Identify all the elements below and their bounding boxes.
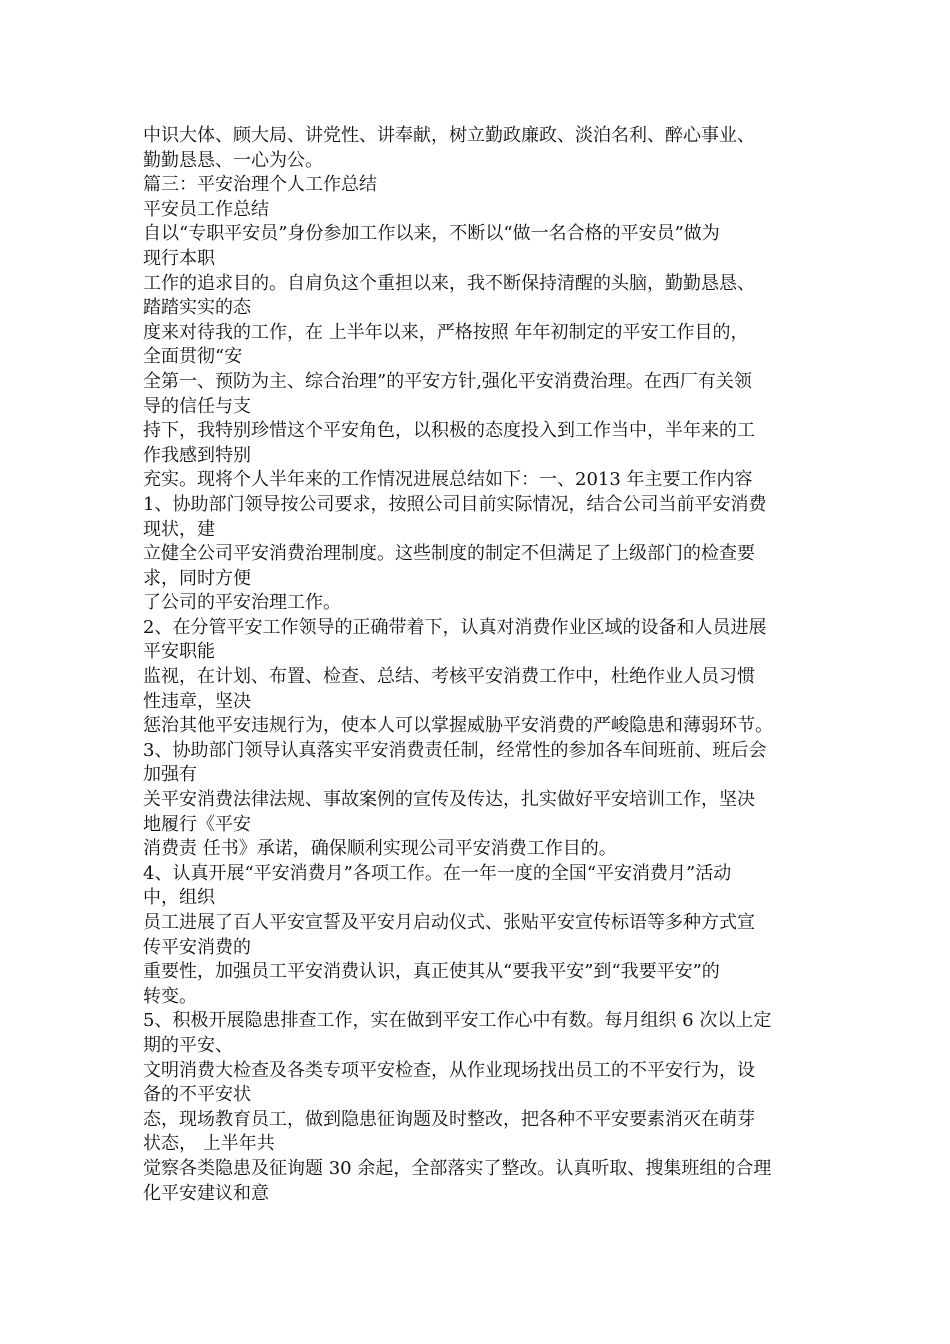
text-line: 1、协助部门领导按公司要求，按照公司目前实际情况，结合公司当前平安消费 bbox=[143, 493, 767, 515]
text-line: 现行本职 bbox=[143, 247, 215, 269]
text-line: 地履行《平安 bbox=[143, 813, 251, 835]
text-line: 现状，建 bbox=[143, 518, 215, 540]
text-line: 4、认真开展“平安消费月”各项工作。在一年一度的全国“平安消费月”活动 bbox=[143, 862, 732, 884]
text-line: 传平安消费的 bbox=[143, 936, 251, 958]
text-line: 2、在分管平安工作领导的正确带着下，认真对消费作业区域的设备和人员进展 bbox=[143, 616, 767, 638]
text-line: 觉察各类隐患及征询题 30 余起，全部落实了整改。认真听取、搜集班组的合理 bbox=[143, 1157, 772, 1179]
text-line: 立健全公司平安消费治理制度。这些制度的制定不但满足了上级部门的检查要 bbox=[143, 543, 755, 565]
text-line: 度来对待我的工作，在 上半年以来，严格按照 年年初制定的平安工作目的， bbox=[143, 321, 749, 343]
text-line: 监视，在计划、布置、检查、总结、考核平安消费工作中，杜绝作业人员习惯 bbox=[143, 666, 755, 688]
text-line: 关平安消费法律法规、事故案例的宣传及传达，扎实做好平安培训工作，坚决 bbox=[143, 789, 755, 811]
text-line: 作我感到特别 bbox=[143, 444, 251, 466]
text-line: 消费责 任书》承诺，确保顺利实现公司平安消费工作目的。 bbox=[143, 838, 617, 860]
text-line: 勤勤恳恳、一心为公。 bbox=[143, 149, 323, 171]
text-line: 平安员工作总结 bbox=[143, 198, 269, 220]
text-line: 了公司的平安治理工作。 bbox=[143, 592, 341, 614]
text-line: 导的信任与支 bbox=[143, 395, 251, 417]
text-line: 3、协助部门领导认真落实平安消费责任制，经常性的参加各车间班前、班后会 bbox=[143, 739, 767, 761]
text-line: 备的不平安状 bbox=[143, 1084, 251, 1106]
text-line: 中识大体、顾大局、讲党性、讲奉献，树立勤政廉政、淡泊名利、醉心事业、 bbox=[143, 125, 755, 146]
text-line: 篇三：平安治理个人工作总结 bbox=[143, 174, 377, 196]
text-line: 5、积极开展隐患排查工作，实在做到平安工作心中有数。每月组织 6 次以上定 bbox=[143, 1010, 772, 1032]
text-line: 持下，我特别珍惜这个平安角色，以积极的态度投入到工作当中，半年来的工 bbox=[143, 420, 755, 442]
text-line: 全面贯彻“安 bbox=[143, 346, 243, 368]
text-line: 全第一、预防为主、综合治理”的平安方针,强化平安消费治理。在西厂有关领 bbox=[143, 370, 752, 392]
text-line: 文明消费大检查及各类专项平安检查，从作业现场找出员工的不平安行为，设 bbox=[143, 1059, 755, 1081]
text-line: 充实。现将个人半年来的工作情况进展总结如下：一、2013 年主要工作内容 bbox=[143, 469, 753, 491]
text-line: 惩治其他平安违规行为，使本人可以掌握威胁平安消费的严峻隐患和薄弱环节。 bbox=[143, 715, 773, 737]
text-line: 平安职能 bbox=[143, 641, 215, 663]
text-line: 状态， 上半年共 bbox=[143, 1133, 275, 1155]
text-line: 员工进展了百人平安宣誓及平安月启动仪式、张贴平安宣传标语等多种方式宣 bbox=[143, 912, 755, 933]
text-line: 化平安建议和意 bbox=[143, 1182, 269, 1204]
text-line: 态，现场教育员工，做到隐患征询题及时整改，把各种不平安要素消灭在萌芽 bbox=[143, 1108, 755, 1130]
text-line: 工作的追求目的。自肩负这个重担以来，我不断保持清醒的头脑，勤勤恳恳、 bbox=[143, 272, 755, 294]
document-body bbox=[143, 124, 813, 1206]
text-line: 自以“专职平安员”身份参加工作以来，不断以“做一名合格的平安员”做为 bbox=[143, 223, 720, 245]
text-line: 重要性，加强员工平安消费认识，真正使其从“要我平安”到“我要平安”的 bbox=[143, 961, 720, 983]
text-line: 求，同时方便 bbox=[143, 567, 251, 589]
text-line: 加强有 bbox=[143, 764, 197, 786]
text-line: 踏踏实实的态 bbox=[143, 297, 251, 319]
text-line: 期的平安、 bbox=[143, 1034, 233, 1056]
text-line: 转变。 bbox=[143, 985, 197, 1007]
text-line: 性违章，坚决 bbox=[143, 690, 251, 712]
text-line: 中，组织 bbox=[143, 887, 215, 909]
